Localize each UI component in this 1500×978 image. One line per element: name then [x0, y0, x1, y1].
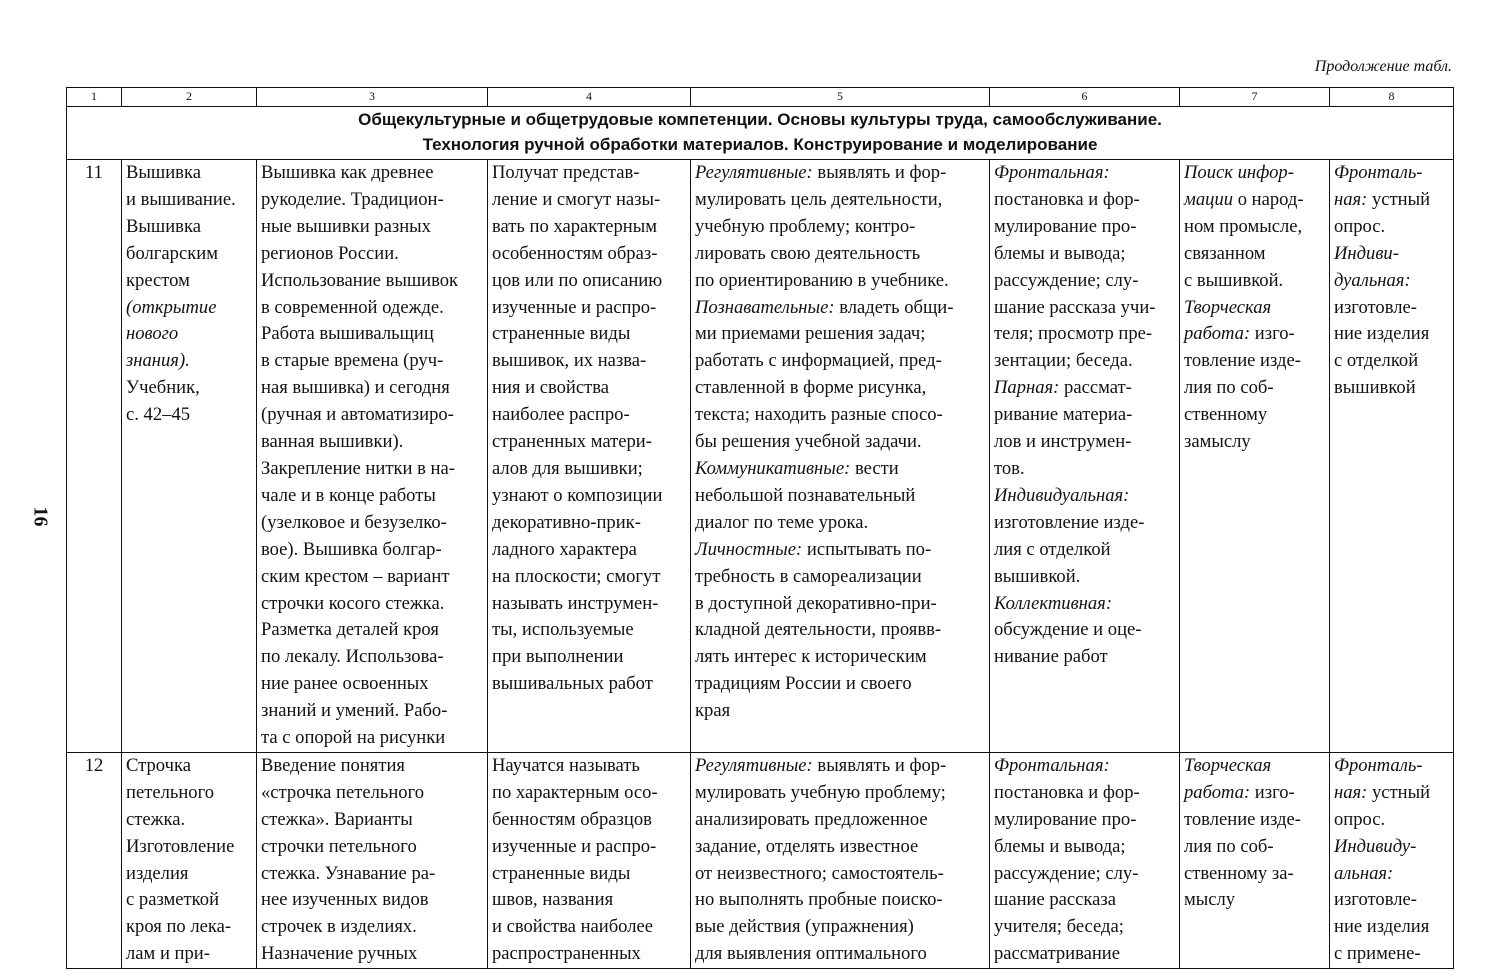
uud-text: выявлять и фор- мулировать учебную проблему; анализировать предложенное задание, отделять известное от неизвестного; самостоятель- но выполнять пробные поиско- вые действия (упражнения) для выявления оптимального: [695, 754, 947, 965]
table-row: [67, 752, 1454, 968]
uud-label: Регулятивные:: [695, 754, 813, 776]
lesson-content: Введение понятия «строчка петельного стежка». Варианты строчки петельного стежка. Узнавание ра- нее изученных видов строчек в изделиях. Назначение ручных: [257, 752, 488, 968]
activity-label: Фронтальная:: [994, 162, 1110, 183]
lesson-control: [1330, 752, 1454, 968]
column-number: 2: [122, 88, 257, 107]
control-label: Индивиду- альная:: [1334, 835, 1417, 884]
homework-text: изго- товление изде- лия по соб- ственному за- мыслу: [1184, 781, 1301, 911]
lesson-activity: [990, 160, 1180, 753]
control-label: Индиви- дуальная:: [1334, 242, 1411, 291]
table-row: [67, 160, 1454, 753]
uud-text: испытывать по- требность в самореализации в доступной декоративно-при- кладной деятельности, проявв- лять интерес к историческим традициям России и своего края: [695, 538, 942, 722]
uud-label: Личностные:: [695, 538, 803, 560]
topic-text: Вышивка и вышивание. Вышивка болгарским крестом: [126, 162, 236, 291]
activity-label: Индивидуальная:: [994, 484, 1130, 506]
lesson-control: [1330, 160, 1454, 753]
lesson-number: 11: [67, 160, 122, 753]
column-number: 1: [67, 88, 122, 107]
activity-text: рассмат- ривание материа- лов и инструмен- тов.: [994, 377, 1133, 479]
lesson-topic: [122, 160, 257, 753]
activity-text: постановка и фор- мулирование про- блемы и вывода; рассуждение; слу- шание рассказа учителя; беседа; рассматривание: [994, 781, 1140, 965]
activity-label: Коллективная:: [994, 592, 1113, 614]
section-header-row: [67, 107, 1454, 160]
activity-label: Парная:: [994, 377, 1060, 399]
control-label: Фронталь- ная:: [1334, 754, 1423, 803]
topic-ref: Учебник, с. 42–45: [126, 377, 200, 426]
control-text: изготовле- ние изделия с отделкой вышивкой: [1334, 296, 1430, 399]
column-number: 7: [1180, 88, 1330, 107]
lesson-homework: [1180, 752, 1330, 968]
homework-label: Творческая работа:: [1184, 754, 1272, 803]
lesson-uud: [691, 160, 990, 753]
lesson-activity: [990, 752, 1180, 968]
activity-label: Фронтальная:: [994, 754, 1110, 776]
homework-text: о народ- ном промысле, связанном с вышивкой.: [1184, 188, 1304, 291]
activity-text: обсуждение и оце- нивание работ: [994, 619, 1142, 668]
uud-label: Регулятивные:: [695, 162, 813, 183]
lesson-outcomes: Получат представ- ление и смогут назы- вать по характерным особенностям образ- цов или по описанию изученные и распро- страненные виды вышивок, их назва- ния и свойства наиболее распро- страненных матери- алов для вышивки; узнают о композиции декоративно-прик- ладного характера на плоскости; смогут называть инструмен- ты, используемые при выполнении вышивальных работ: [488, 160, 691, 753]
control-text: изготовле- ние изделия с примене-: [1334, 889, 1430, 965]
uud-text: вести небольшой познавательный диалог по теме урока.: [695, 457, 916, 533]
uud-text: владеть общи- ми приемами решения задач; работать с информацией, пред- ставленной в форме рисунка, текста; находить разные спосо- бы решения учебной задачи.: [695, 296, 954, 453]
column-number: 5: [691, 88, 990, 107]
column-number: 6: [990, 88, 1180, 107]
lesson-plan-table: [66, 87, 1454, 969]
lesson-topic: [122, 752, 257, 968]
uud-label: Коммуникативные:: [695, 457, 851, 479]
activity-text: изготовление изде- лия с отделкой вышивкой.: [994, 511, 1145, 587]
uud-label: Познавательные:: [695, 296, 835, 318]
homework-label: Поиск инфор- мации: [1184, 162, 1294, 210]
homework-label: Творческая работа:: [1184, 296, 1272, 345]
column-number: 8: [1330, 88, 1454, 107]
lesson-homework: [1180, 160, 1330, 753]
topic-text: Строчка петельного стежка. Изготовление изделия с разметкой кроя по лека- лам и при-: [126, 754, 235, 965]
column-number: 4: [488, 88, 691, 107]
topic-note: (открытие нового знания).: [126, 296, 217, 372]
lesson-uud: [691, 752, 990, 968]
page-number: 16: [29, 506, 52, 527]
lesson-number: 12: [67, 752, 122, 968]
control-text: устный опрос.: [1334, 781, 1431, 830]
lesson-outcomes: Научатся называть по характерным осо- бенностям образцов изученные и распро- страненные виды швов, названия и свойства наиболее распространенных: [488, 752, 691, 968]
control-text: устный опрос.: [1334, 188, 1431, 237]
section-header: Общекультурные и общетрудовые компетенции. Основы культуры труда, самообслуживание. Технология ручной обработки материалов. Конструирование и моделирование: [67, 107, 1454, 160]
uud-text: выявлять и фор- мулировать цель деятельности, учебную проблему; контро- лировать свою деятельность по ориентированию в учебнике.: [695, 162, 949, 291]
control-label: Фронталь- ная:: [1334, 162, 1423, 210]
column-number-row: [67, 88, 1454, 107]
continuation-label: Продолжение табл.: [1314, 58, 1452, 75]
homework-text: изго- товление изде- лия по соб- ственному замыслу: [1184, 323, 1301, 453]
column-number: 3: [257, 88, 488, 107]
lesson-content: Вышивка как древнее рукоделие. Традицион- ные вышивки разных регионов России. Использование вышивок в современной одежде. Работа вышивальщиц в старые времена (руч- ная вышивка) и сегодня (ручная и автоматизиро- ванная вышивки). Закрепление нитки в на- чале и в конце работы (узелковое и безузелко- вое). Вышивка болгар- ским крестом – вариант строчки косого стежка. Разметка деталей кроя по лекалу. Использова- ние ранее освоенных знаний и умений. Рабо- та с опорой на рисунки: [257, 160, 488, 753]
activity-text: постановка и фор- мулирование про- блемы и вывода; рассуждение; слу- шание рассказа учи- теля; просмотр пре- зентации; беседа.: [994, 188, 1156, 372]
